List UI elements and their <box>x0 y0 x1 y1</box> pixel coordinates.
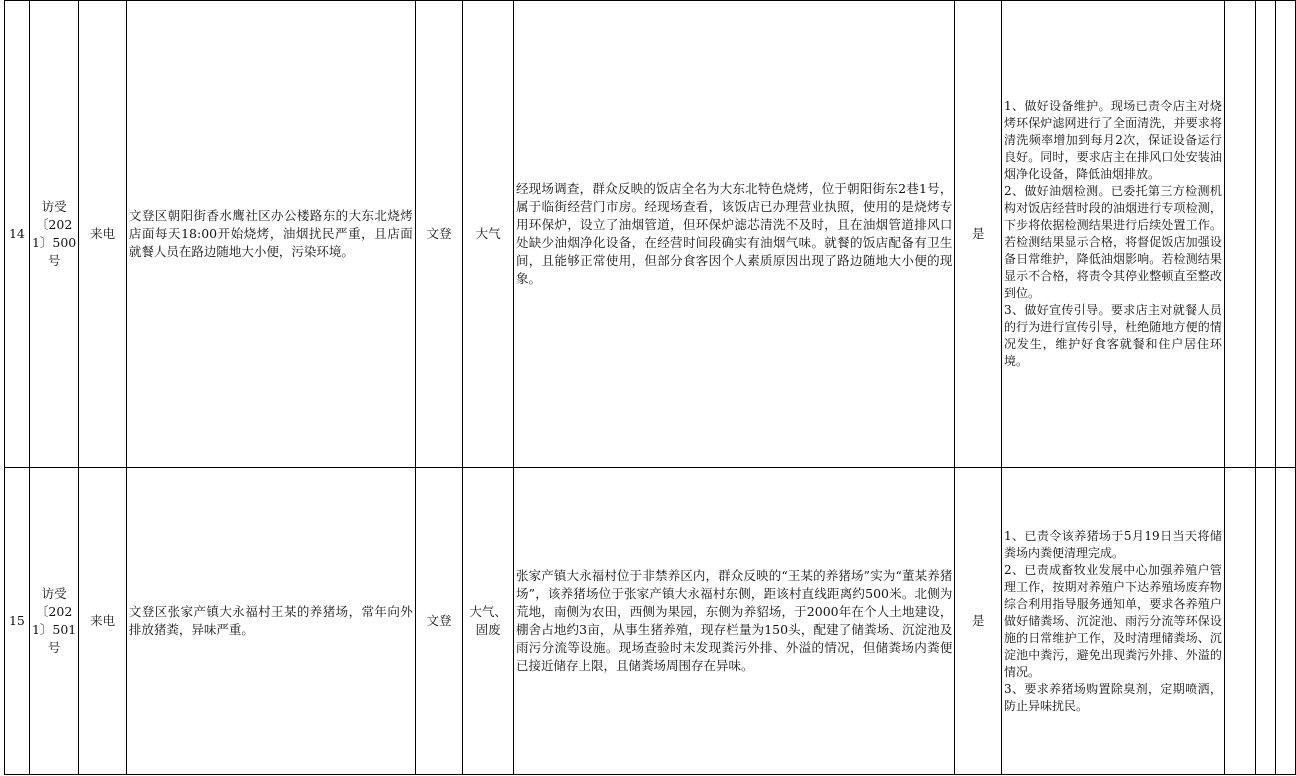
pollution-type-cell: 大气、固废 <box>463 468 514 775</box>
source-cell: 来电 <box>79 1 127 468</box>
verified-cell: 是 <box>955 1 1002 468</box>
seq-cell: 15 <box>5 468 30 775</box>
empty-cell <box>1256 1 1276 468</box>
verified-cell: 是 <box>955 468 1002 775</box>
empty-cell <box>1276 1 1296 468</box>
seq-cell: 14 <box>5 1 30 468</box>
source-cell: 来电 <box>79 468 127 775</box>
empty-cell <box>1276 468 1296 775</box>
empty-cell <box>1224 1 1256 468</box>
case-number-cell: 访受〔2021〕500号 <box>29 1 79 468</box>
district-cell: 文登 <box>415 468 463 775</box>
district-cell: 文登 <box>415 1 463 468</box>
complaint-cell: 文登区张家产镇大永福村王某的养猪场，常年向外排放猪粪，异味严重。 <box>126 468 415 775</box>
complaint-table <box>4 0 1296 775</box>
empty-cell <box>1224 468 1256 775</box>
investigation-cell: 张家产镇大永福村位于非禁养区内，群众反映的“王某的养猪场”实为“董某养猪场”，该养猪场位于张家产镇大永福村东侧，距该村直线距离约500米。北侧为荒地，南侧为农田，西侧为果园，东侧为养貂场，于2000年在个人土地建设，棚舍占地约3亩，从事生猪养殖，现存栏量为150头，配建了储粪场、沉淀池及雨污分流等设施。现场查验时未发现粪污外排、外溢的情况，但储粪场内粪便已接近储存上限，且储粪场周围存在异味。 <box>513 468 955 775</box>
pollution-type-cell: 大气 <box>463 1 514 468</box>
empty-cell <box>1256 468 1276 775</box>
measures-cell: 1、已责令该养猪场于5月19日当天将储粪场内粪便清理完成。 2、已责成畜牧业发展中心加强养殖户管理工作，按期对养殖户下达养殖场废弃物综合利用指导服务通知单，要求各养殖户做好储粪场、沉淀池、雨污分流等环保设施的日常维护工作，及时清理储粪场、沉淀池中粪污，避免出现粪污外排、外溢的情况。 3、要求养猪场购置除臭剂，定期喷洒，防止异味扰民。 <box>1001 468 1224 775</box>
measures-cell: 1、做好设备维护。现场已责令店主对烧烤环保炉滤网进行了全面清洗，并要求将清洗频率增加到每月2次，保证设备运行良好。同时，要求店主在排风口处安装油烟净化设备，降低油烟排放。 2、做好油烟检测。已委托第三方检测机构对饭店经营时段的油烟进行专项检测，下步将依据检测结果进行后续处置工作。若检测结果显示合格，将督促饭店加强设备日常维护，降低油烟影响。若检测结果显示不合格，将责令其停业整顿直至整改到位。 3、做好宣传引导。要求店主对就餐人员的行为进行宣传引导，杜绝随地方便的情况发生，维护好食客就餐和住户居住环境。 <box>1001 1 1224 468</box>
case-number-cell: 访受〔2021〕501号 <box>29 468 79 775</box>
complaint-cell: 文登区朝阳街香水鹰社区办公楼路东的大东北烧烤店面每天18:00开始烧烤，油烟扰民严重，且店面就餐人员在路边随地大小便，污染环境。 <box>126 1 415 468</box>
table-row <box>5 468 1296 775</box>
investigation-cell: 经现场调查，群众反映的饭店全名为大东北特色烧烤，位于朝阳街东2巷1号，属于临街经营门市房。经现场查看，该饭店已办理营业执照，使用的是烧烤专用环保炉，设立了油烟管道，但环保炉滤芯清洗不及时，且在油烟管道排风口处缺少油烟净化设备，在经营时间段确实有油烟气味。就餐的饭店配备有卫生间，且能够正常使用，但部分食客因个人素质原因出现了路边随地大小便的现象。 <box>513 1 955 468</box>
table-row <box>5 1 1296 468</box>
